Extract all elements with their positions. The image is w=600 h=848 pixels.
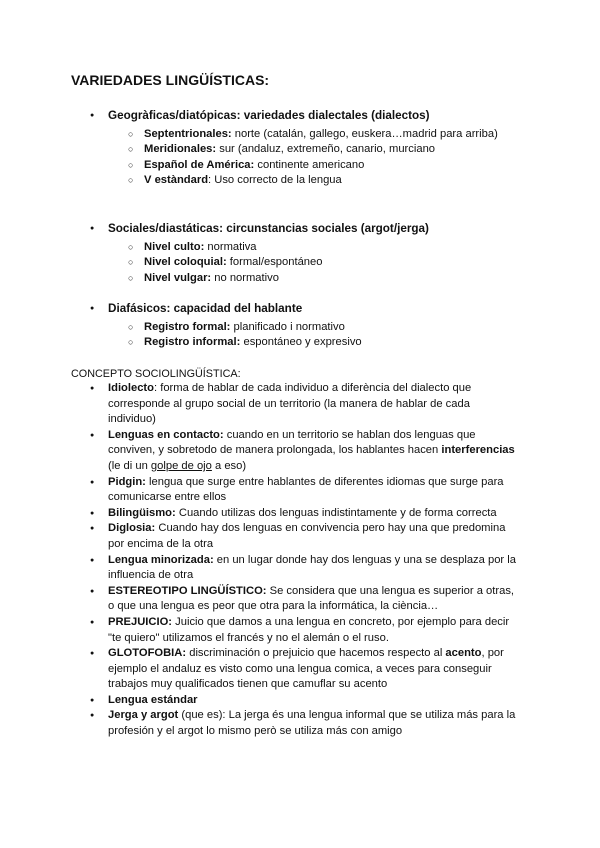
term: Bilingüismo: xyxy=(108,506,176,519)
term: Diglosia: xyxy=(108,522,156,535)
list-item xyxy=(128,320,510,336)
definition: no normativo xyxy=(211,271,279,284)
sub-list xyxy=(128,240,510,287)
definition: normativa xyxy=(204,240,257,253)
section-heading: ● Diafásicos: capacidad del hablante xyxy=(108,302,303,315)
definition: cuando en un territorio se hablan dos lenguas que conviven, y sobretodo de manera prolongada, los hablantes hacen xyxy=(108,428,476,457)
underlined-phrase: golpe de ojo xyxy=(150,459,212,472)
term: Registro formal: xyxy=(144,320,231,333)
list-item xyxy=(90,381,520,428)
definition: continente americano xyxy=(254,158,365,171)
term: Español de América: xyxy=(144,158,255,171)
term: Lengua estándar xyxy=(108,693,198,706)
term: Nivel coloquial: xyxy=(144,256,227,269)
sub-list xyxy=(128,127,510,189)
term: Septentrionales: xyxy=(144,127,232,140)
term: Idiolecto xyxy=(108,382,154,394)
term: Jerga y argot xyxy=(108,709,179,722)
term: GLOTOFOBIA: xyxy=(108,647,187,660)
term: Lenguas en contacto: xyxy=(108,428,224,441)
section-heading: ● Geogràficas/diatópicas: variedades dialectales (dialectos) xyxy=(108,109,430,122)
section-geograficas xyxy=(90,108,510,189)
list-item xyxy=(128,255,510,271)
term: Meridionales: xyxy=(144,143,217,156)
definition: Cuando utilizas dos lenguas indistintamente y de forma correcta xyxy=(175,506,497,519)
list-item xyxy=(90,301,510,351)
term: ESTEREOTIPO LINGÜÍSTICO: xyxy=(108,584,267,597)
definition: discriminación o prejuicio que hacemos respecto al xyxy=(186,647,446,660)
definition: : forma de hablar de cada individuo a diferència del dialecto que corresponde al grupo social de un territorio (la manera de hablar de cada individuo) xyxy=(108,382,472,426)
definition: Juicio que damos a una lengua en concreto, por ejemplo para decir "te quiero" utilizamos el francés y no el alemán o el ruso. xyxy=(108,615,510,644)
term: Lengua minorizada: xyxy=(108,553,214,566)
section-sociales xyxy=(90,221,510,286)
definition: formal/espontáneo xyxy=(226,256,323,269)
term: Nivel vulgar: xyxy=(144,271,212,284)
term: interferencias xyxy=(441,444,515,457)
term: Nivel culto: xyxy=(144,240,205,253)
list-item xyxy=(90,221,510,286)
definition: Cuando hay dos lenguas en convivencia pero hay una que predomina por encima de la otra xyxy=(108,522,506,550)
list-item xyxy=(128,142,510,158)
sub-list xyxy=(128,320,510,351)
list-item xyxy=(90,428,520,475)
list-item xyxy=(90,708,520,739)
concept-list xyxy=(90,381,520,740)
definition: espontáneo y expresivo xyxy=(240,336,362,349)
list-item xyxy=(128,335,510,351)
definition: planificado i normativo xyxy=(230,320,345,333)
concept-heading: CONCEPTO SOCIOLINGÜÍSTICA: xyxy=(71,368,241,380)
definition: (le di un xyxy=(108,459,151,472)
list-item xyxy=(90,553,520,584)
list-item xyxy=(128,271,510,287)
list-item xyxy=(90,475,520,506)
definition: : Uso correcto de la lengua xyxy=(208,174,342,187)
list-item xyxy=(90,693,520,709)
list-item xyxy=(90,506,520,522)
list-item xyxy=(128,158,510,174)
definition: norte (catalán, gallego, euskera…madrid para arriba) xyxy=(231,127,498,140)
list-item xyxy=(128,127,510,143)
definition: (que es): La jerga és una lengua informal que se utiliza más para la profesión y el argot lo mismo però se utiliza más con amigo xyxy=(108,709,516,738)
page-title: VARIEDADES LINGÜÍSTICAS: xyxy=(71,72,270,88)
section-diafasicos xyxy=(90,301,510,351)
definition: Se considera que una lengua es superior a otras, o que una lengua es peor que otra para la informática, la ciència… xyxy=(108,584,515,613)
definition: en un lugar donde hay dos lenguas y una se desplaza por la influencia de otra xyxy=(108,553,516,582)
list-item xyxy=(128,240,510,256)
list-item xyxy=(128,173,510,189)
definition: a eso) xyxy=(211,459,247,472)
section-heading: ● Sociales/diastáticas: circunstancias sociales (argot/jerga) xyxy=(108,222,429,235)
list-item xyxy=(90,521,520,552)
definition: sur (andaluz, extremeño, canario, murciano xyxy=(216,143,436,156)
term: Registro informal: xyxy=(144,336,241,349)
term: Pidgin: xyxy=(108,475,146,488)
list-item xyxy=(90,108,510,189)
definition: , por ejemplo el andaluz es visto como una lengua comica, a veces para conseguir trabajos muy qualificados tienen que camuflar su acento xyxy=(108,647,504,691)
list-item xyxy=(90,646,520,693)
definition: lengua que surge entre hablantes de diferentes idiomas que surge para comunicarse entre ellos xyxy=(108,475,504,504)
term: V estàndard xyxy=(144,174,209,187)
term: acento xyxy=(445,647,482,660)
list-item xyxy=(90,584,520,615)
term: PREJUICIO: xyxy=(108,615,173,628)
list-item xyxy=(90,615,520,646)
